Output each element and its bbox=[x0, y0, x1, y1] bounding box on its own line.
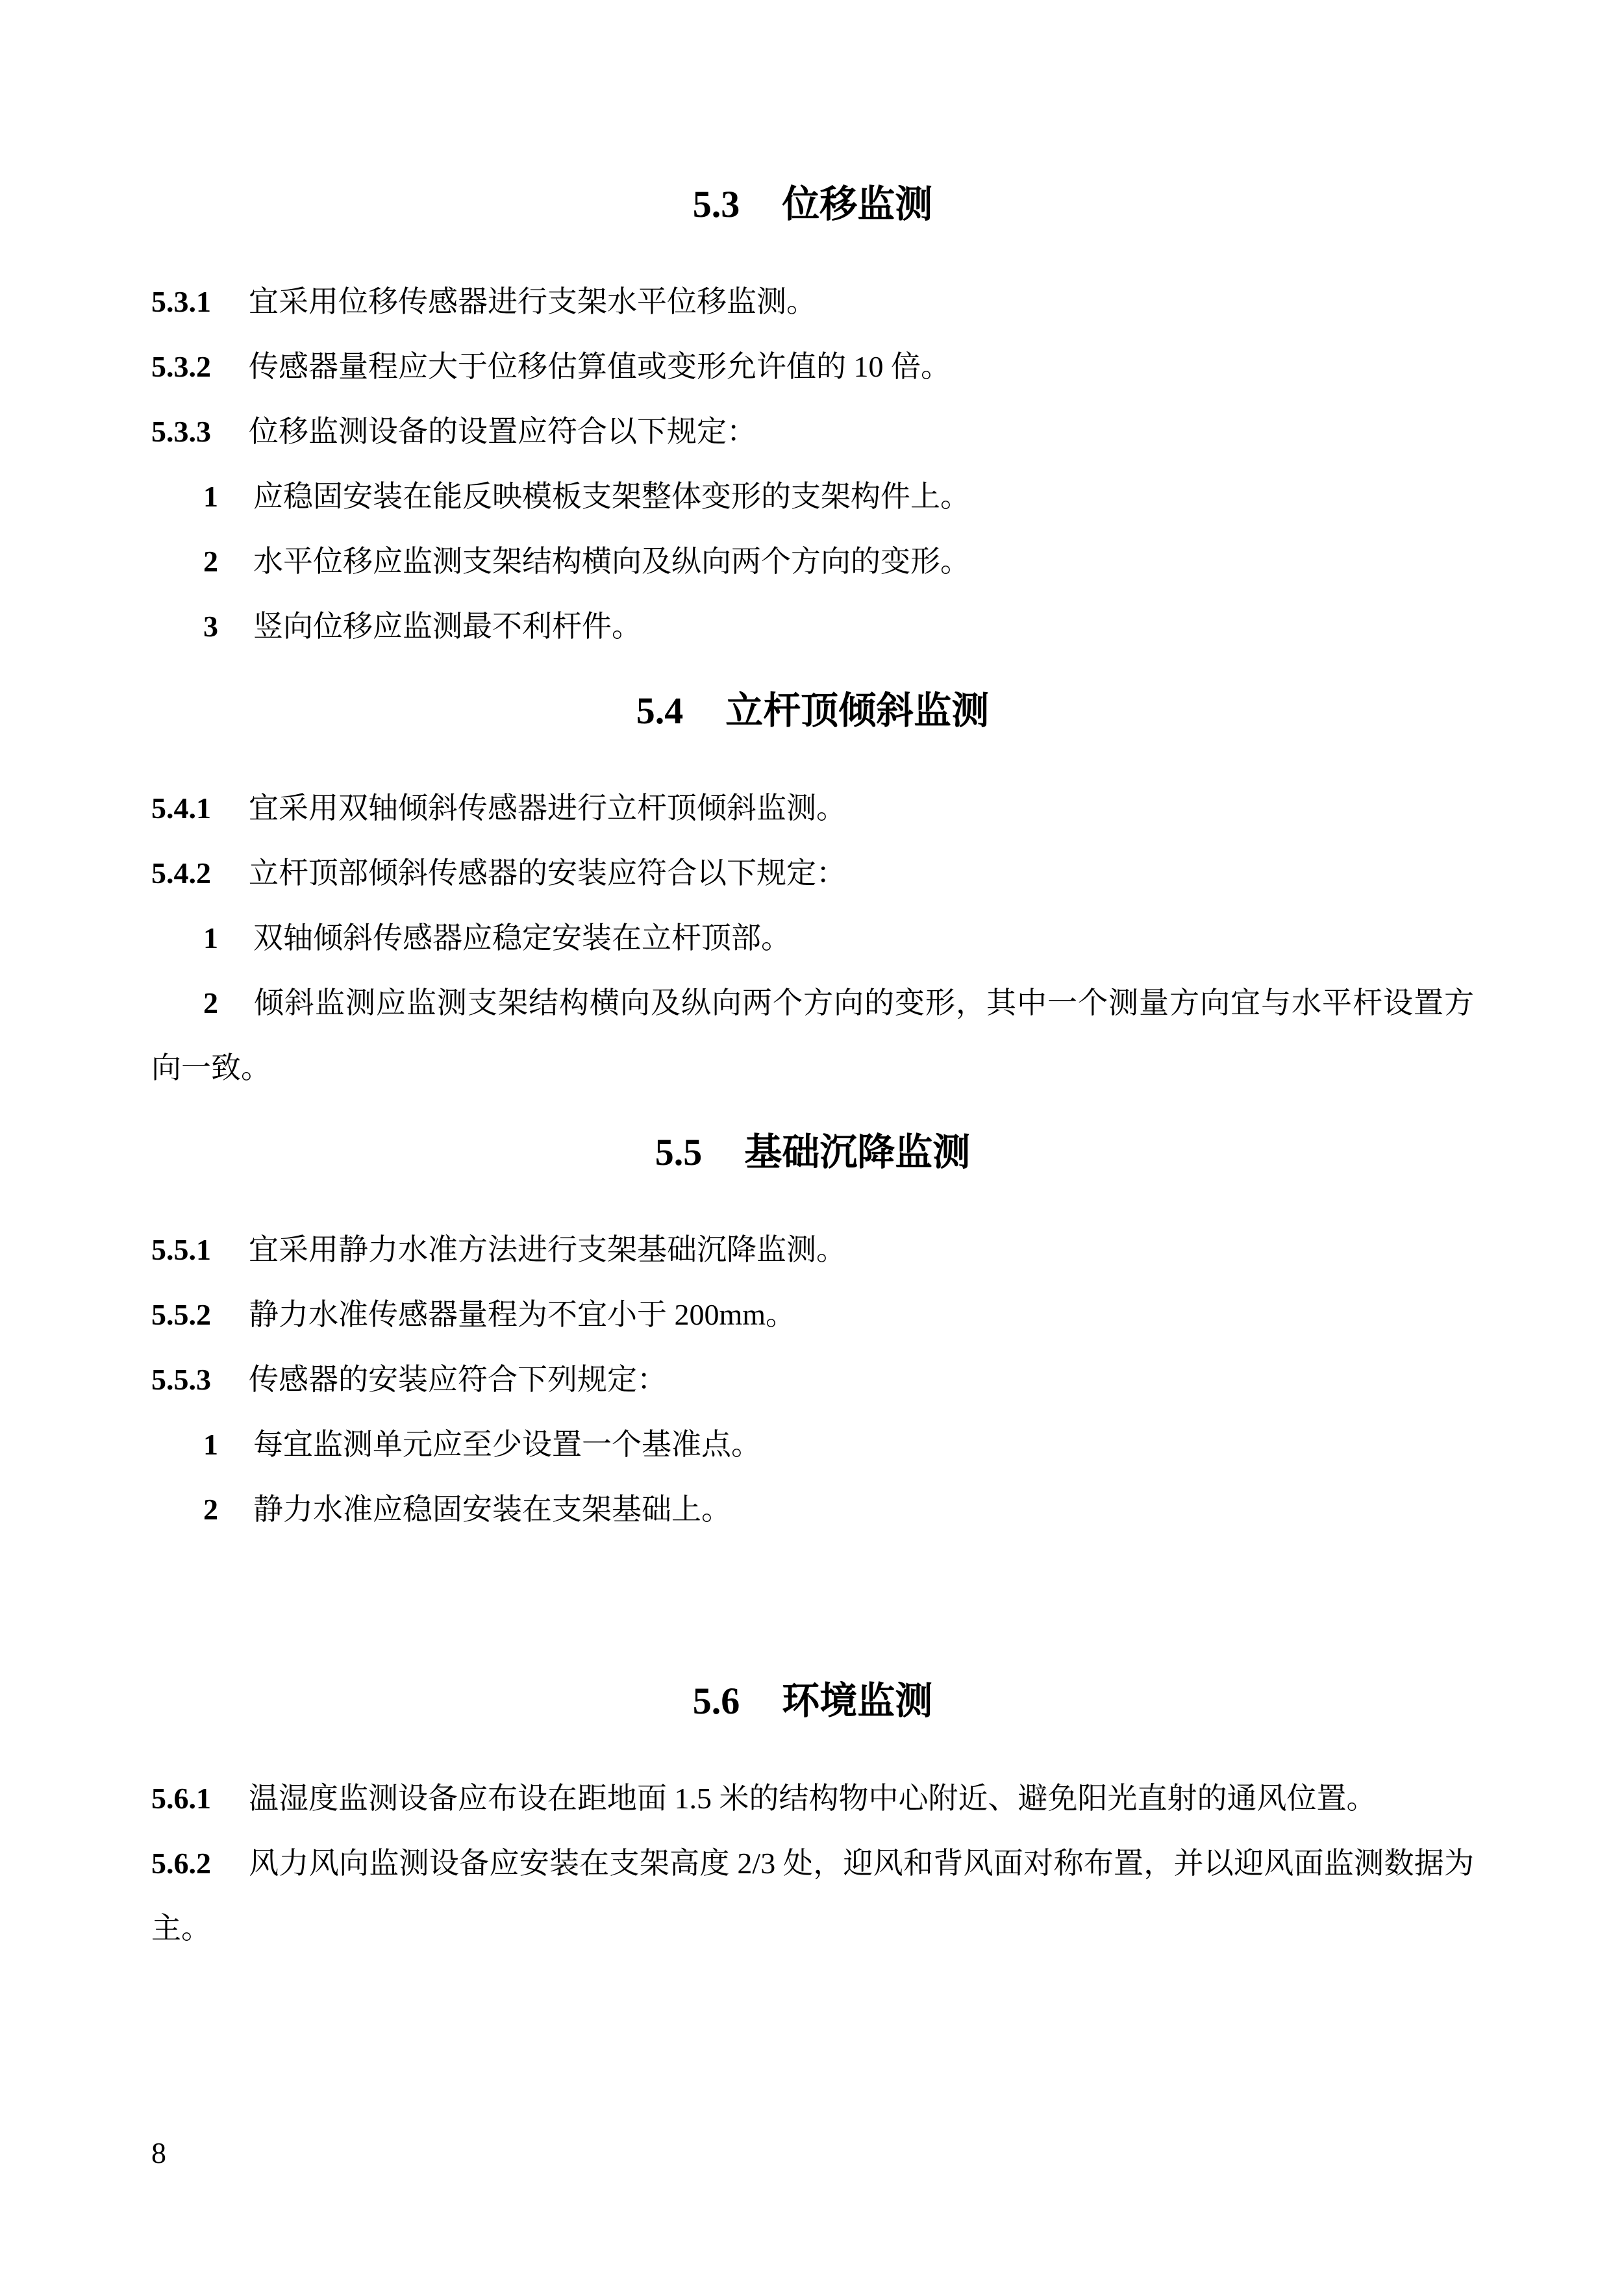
clause-label: 5.4.1 bbox=[151, 792, 211, 825]
clause-label: 5.6.2 bbox=[151, 1847, 211, 1880]
clause-text: 传感器量程应大于位移估算值或变形允许值的 10 倍。 bbox=[249, 350, 951, 383]
item-5-3-3-1 bbox=[151, 464, 1474, 529]
clause-5-6-1 bbox=[151, 1766, 1474, 1831]
clause-5-5-1 bbox=[151, 1217, 1474, 1282]
item-5-5-3-2 bbox=[151, 1477, 1474, 1542]
item-5-3-3-3 bbox=[151, 594, 1474, 659]
item-text: 倾斜监测应监测支架结构横向及纵向两个方向的变形，其中一个测量方向宜与水平杆设置方向一致。 bbox=[151, 986, 1474, 1084]
clause-label: 5.3.2 bbox=[151, 350, 211, 383]
clause-text: 传感器的安装应符合下列规定： bbox=[249, 1363, 667, 1396]
item-number: 2 bbox=[203, 1493, 218, 1526]
item-text: 每宜监测单元应至少设置一个基准点。 bbox=[253, 1428, 761, 1461]
item-text: 水平位移应监测支架结构横向及纵向两个方向的变形。 bbox=[253, 545, 970, 578]
clause-text: 立杆顶部倾斜传感器的安装应符合以下规定： bbox=[249, 856, 846, 890]
section-number: 5.6 bbox=[692, 1680, 740, 1722]
page-number: 8 bbox=[151, 2136, 166, 2169]
clause-5-4-1 bbox=[151, 776, 1474, 841]
clause-5-6-2 bbox=[151, 1831, 1474, 1961]
clause-5-3-1 bbox=[151, 269, 1474, 334]
section-title: 环境监测 bbox=[782, 1680, 933, 1722]
clause-label: 5.5.2 bbox=[151, 1298, 211, 1331]
section-title: 基础沉降监测 bbox=[744, 1131, 971, 1173]
item-number: 2 bbox=[203, 986, 218, 1019]
section-title: 立杆顶倾斜监测 bbox=[725, 690, 990, 732]
item-text: 双轴倾斜传感器应稳定安装在立杆顶部。 bbox=[253, 921, 791, 955]
item-number: 1 bbox=[203, 480, 218, 513]
clause-label: 5.5.3 bbox=[151, 1363, 211, 1396]
item-text: 应稳固安装在能反映模板支架整体变形的支架构件上。 bbox=[253, 480, 970, 513]
section-heading-5-5 bbox=[151, 1127, 1474, 1179]
item-text: 静力水准应稳固安装在支架基础上。 bbox=[253, 1493, 731, 1526]
item-number: 1 bbox=[203, 921, 218, 955]
section-heading-5-4 bbox=[151, 685, 1474, 737]
section-number: 5.3 bbox=[692, 183, 740, 225]
item-5-4-2-2 bbox=[151, 971, 1474, 1101]
section-number: 5.4 bbox=[636, 690, 684, 732]
clause-label: 5.6.1 bbox=[151, 1782, 211, 1815]
item-5-3-3-2 bbox=[151, 529, 1474, 594]
clause-text: 宜采用静力水准方法进行支架基础沉降监测。 bbox=[249, 1233, 846, 1266]
clause-text: 风力风向监测设备应安装在支架高度 2/3 处，迎风和背风面对称布置，并以迎风面监测数据为主。 bbox=[151, 1847, 1474, 1945]
item-number: 3 bbox=[203, 610, 218, 643]
clause-text: 宜采用位移传感器进行支架水平位移监测。 bbox=[249, 285, 816, 318]
item-text: 竖向位移应监测最不利杆件。 bbox=[253, 610, 642, 643]
clause-text: 温湿度监测设备应布设在距地面 1.5 米的结构物中心附近、避免阳光直射的通风位置。 bbox=[249, 1782, 1377, 1815]
section-heading-5-3 bbox=[151, 179, 1474, 231]
clause-text: 位移监测设备的设置应符合以下规定： bbox=[249, 415, 756, 448]
clause-5-5-2 bbox=[151, 1282, 1474, 1347]
clause-label: 5.5.1 bbox=[151, 1233, 211, 1266]
clause-5-5-3 bbox=[151, 1347, 1474, 1412]
item-5-4-2-1 bbox=[151, 906, 1474, 971]
section-heading-5-6 bbox=[151, 1675, 1474, 1727]
clause-text: 静力水准传感器量程为不宜小于 200mm。 bbox=[249, 1298, 796, 1331]
clause-5-3-3 bbox=[151, 399, 1474, 464]
section-number: 5.5 bbox=[655, 1131, 703, 1173]
clause-label: 5.4.2 bbox=[151, 856, 211, 890]
clause-text: 宜采用双轴倾斜传感器进行立杆顶倾斜监测。 bbox=[249, 792, 846, 825]
clause-5-4-2 bbox=[151, 841, 1474, 906]
item-5-5-3-1 bbox=[151, 1412, 1474, 1477]
item-number: 1 bbox=[203, 1428, 218, 1461]
clause-label: 5.3.3 bbox=[151, 415, 211, 448]
item-number: 2 bbox=[203, 545, 218, 578]
clause-label: 5.3.1 bbox=[151, 285, 211, 318]
clause-5-3-2 bbox=[151, 334, 1474, 399]
section-title: 位移监测 bbox=[782, 183, 933, 225]
